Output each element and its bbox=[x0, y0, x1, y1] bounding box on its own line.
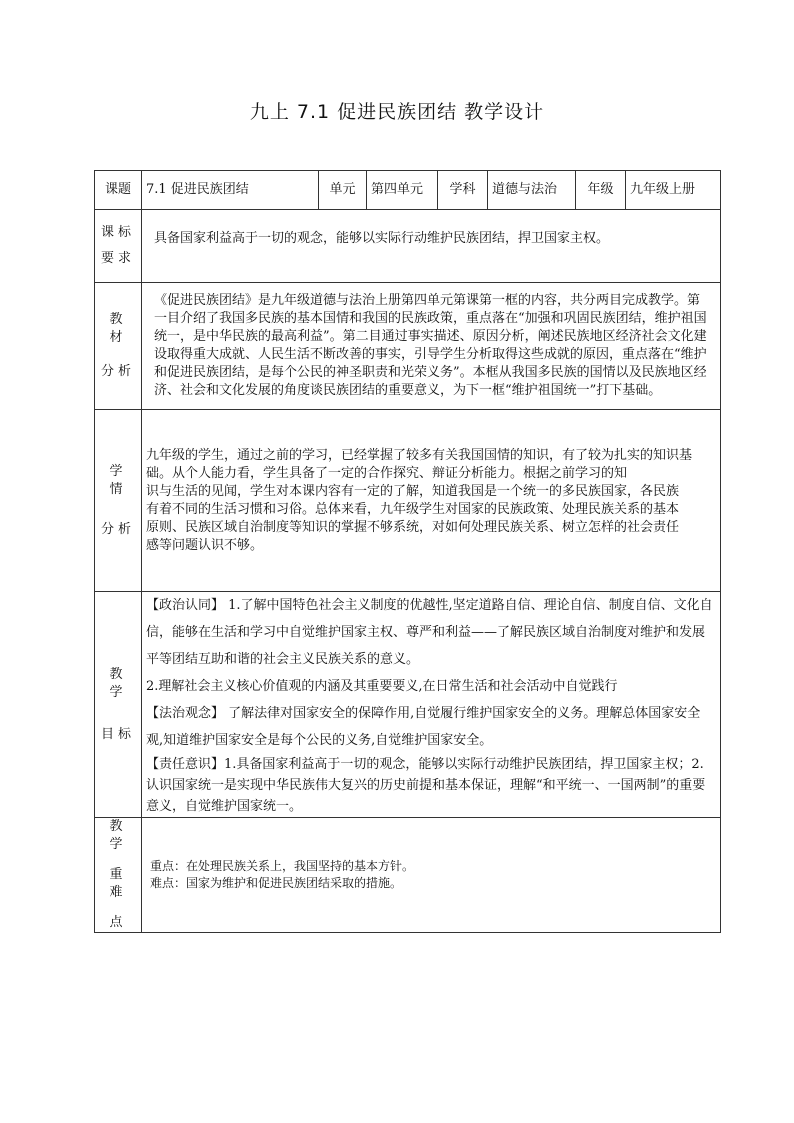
standards-text: 具备国家利益高于一切的观念，能够以实际行动维护民族团结，捍卫国家主权。 bbox=[142, 210, 721, 283]
lesson-plan-table bbox=[94, 170, 721, 933]
goal-political: 【政治认同】 1.了解中国特色社会主义制度的优越性,坚定道路自信、理论自信、制度自信、文化自信，能够在生活和学习中自觉维护国家主权、尊严和利益——了解民族区域自治制度对维护和发展平等团结互助和谐的社会主义民族关系的意义。 bbox=[146, 598, 713, 667]
grade-value: 九年级上册 bbox=[626, 171, 721, 210]
goals-text bbox=[142, 592, 721, 818]
goals-label: 教 学 目标 bbox=[95, 592, 142, 818]
standards-row bbox=[95, 210, 721, 283]
students-row bbox=[95, 410, 721, 592]
students-text: 九年级的学生，通过之前的学习，已经掌握了较多有关我国国情的知识，有了较为扎实的知识基础。从个人能力看，学生具备了一定的合作探究、辩证分析能力。根据之前学习的知 识与生活的见闻，学生对本课内容有一定的了解，知道我国是一个统一的多民族国家，各民族 有着不同的生活习惯和习俗。总体来看，九年级学生对国家的民族政策、处理民族关系的基本 原则、民族区域自治制度等知识的掌握不够系统，对如何处理民族关系、树立怎样的社会责任 感等问题认识不够。 bbox=[142, 410, 721, 592]
goal-law: 【法治观念】 了解法律对国家安全的保障作用,自觉履行维护国家安全的义务。理解总体国家安全观,知道维护国家安全是每个公民的义务,自觉维护国家安全。 bbox=[146, 706, 701, 748]
difficulty-point: 难点：国家为维护和促进民族团结采取的措施。 bbox=[150, 876, 403, 890]
topic-label: 课题 bbox=[95, 171, 142, 210]
keypoints-text bbox=[142, 818, 721, 933]
goals-row bbox=[95, 592, 721, 818]
materials-label: 教 材 分析 bbox=[95, 283, 142, 410]
goal-responsibility: 【责任意识】1.具备国家利益高于一切的观念，能够以实际行动维护民族团结，捍卫国家主权；2.认识国家统一是实现中华民族伟大复兴的历史前提和基本保证，理解“和平统一、一国两制”的重要意义，自觉维护国家统一。 bbox=[146, 757, 706, 814]
grade-label: 年级 bbox=[576, 171, 626, 210]
students-label: 学 情 分析 bbox=[95, 410, 142, 592]
materials-row bbox=[95, 283, 721, 410]
goal-values: 2.理解社会主义核心价值观的内涵及其重要要义,在日常生活和社会活动中自觉践行 bbox=[146, 679, 618, 694]
unit-label: 单元 bbox=[319, 171, 367, 210]
focus-point: 重点：在处理民族关系上，我国坚持的基本方针。 bbox=[150, 859, 415, 873]
page-title: 九上 7.1 促进民族团结 教学设计 bbox=[249, 101, 545, 123]
header-row bbox=[95, 171, 721, 210]
keypoints-label: 教 学 重 难 点 bbox=[95, 818, 142, 933]
standards-label: 课标 要求 bbox=[95, 210, 142, 283]
unit-value: 第四单元 bbox=[367, 171, 438, 210]
subject-label: 学科 bbox=[438, 171, 488, 210]
keypoints-row bbox=[95, 818, 721, 933]
topic-value: 7.1 促进民族团结 bbox=[142, 171, 319, 210]
materials-text: 《促进民族团结》是九年级道德与法治上册第四单元第课第一框的内容，共分两目完成教学。第一目介绍了我国多民族的基本国情和我国的民族政策，重点落在“加强和巩固民族团结，维护祖国统一，是中华民族的最高利益”。第二目通过事实描述、原因分析，阐述民族地区经济社会文化建设取得重大成就、人民生活不断改善的事实，引导学生分析取得这些成就的原因，重点落在“维护和促进民族团结，是每个公民的神圣职责和光荣义务”。本框从我国多民族的国情以及民族地区经济、社会和文化发展的角度谈民族团结的重要意义，为下一框“维护祖国统一”打下基础。 bbox=[142, 283, 721, 410]
subject-value: 道德与法治 bbox=[488, 171, 576, 210]
